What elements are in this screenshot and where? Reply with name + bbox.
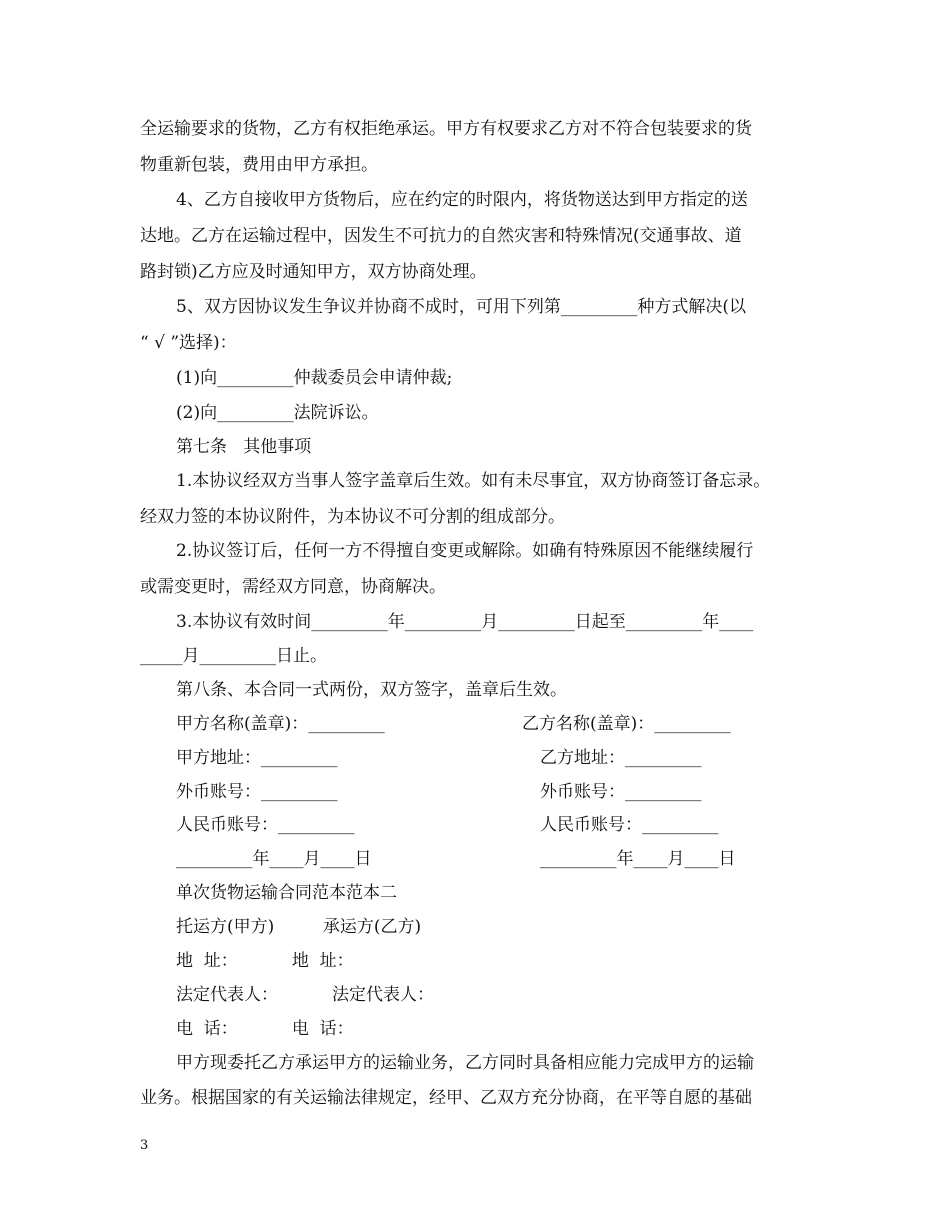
text-line: (1)向_________仲裁委员会申请仲裁;	[176, 368, 453, 388]
section-heading: 第七条 其他事项	[176, 437, 312, 457]
party-b-foreign-account-field: 外币账号：_________	[540, 782, 702, 802]
party-a-foreign-account-field: 外币账号：_________	[176, 782, 338, 802]
text-line: 物重新包装，费用由甲方承担。	[140, 155, 378, 175]
party-a-address-field: 甲方地址：_________	[176, 748, 338, 768]
representative-line: 法定代表人： 法定代表人：	[176, 985, 435, 1005]
text-line: 1.本协议经双方当事人签字盖章后生效。如有未尽事宜，双方协商签订备忘录。	[176, 471, 771, 491]
parties-line: 托运方(甲方) 承运方(乙方)	[176, 917, 422, 937]
text-line: “ √ ”选择)：	[140, 333, 237, 353]
party-b-address-field: 乙方地址：_________	[540, 748, 702, 768]
text-line: 达地。乙方在运输过程中，因发生不可抗力的自然灾害和特殊情况(交通事故、道	[140, 226, 742, 246]
text-line: 路封锁)乙方应及时通知甲方，双方协商处理。	[140, 262, 487, 282]
phone-line: 电 话： 电 话：	[176, 1019, 354, 1039]
text-line: 甲方现委托乙方承运甲方的运输业务，乙方同时具备相应能力完成甲方的运输	[176, 1053, 754, 1073]
text-line: 业务。根据国家的有关运输法律规定，经甲、乙双方充分协商，在平等自愿的基础	[140, 1088, 752, 1108]
text-line: 经双力签的本协议附件，为本协议不可分割的组成部分。	[140, 507, 565, 527]
party-b-rmb-account-field: 人民币账号：_________	[540, 815, 719, 835]
text-line: _____月_________日止。	[140, 646, 327, 666]
text-line: 或需变更时，需经双方同意，协商解决。	[140, 577, 446, 597]
text-line: 4、乙方自接收甲方货物后，应在约定的时限内，将货物送达到甲方指定的送	[176, 190, 748, 210]
section-heading: 第八条、本合同一式两份，双方签字，盖章后生效。	[176, 680, 567, 700]
text-line: 5、双方因协议发生争议并协商不成时，可用下列第_________种方式解决(以	[176, 297, 746, 317]
address-line: 地 址： 地 址：	[176, 951, 354, 971]
text-line: 全运输要求的货物，乙方有权拒绝承运。甲方有权要求乙方对不符合包装要求的货	[140, 119, 752, 139]
page-number: 3	[140, 1138, 149, 1153]
contract-title: 单次货物运输合同范本范本二	[176, 883, 397, 903]
text-line: 3.本协议有效时间_________年_________月_________日起至_________年____	[176, 612, 754, 632]
text-line: 2.协议签订后，任何一方不得擅自变更或解除。如确有特殊原因不能继续履行	[176, 541, 754, 561]
party-b-name-field: 乙方名称(盖章)：_________	[522, 714, 731, 734]
text-line: (2)向_________法院诉讼。	[176, 403, 379, 423]
party-b-date-field: _________年____月____日	[540, 849, 736, 869]
party-a-rmb-account-field: 人民币账号：_________	[176, 815, 355, 835]
party-a-date-field: _________年____月____日	[176, 849, 372, 869]
party-a-name-field: 甲方名称(盖章)：_________	[176, 714, 385, 734]
